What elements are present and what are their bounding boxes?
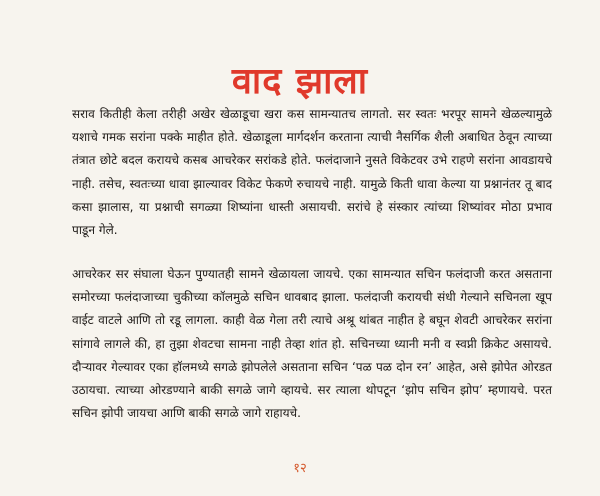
paragraph-1: सराव कितीही केला तरीही अखेर खेळाडूचा खरा कस सामन्यातच लागतो. सर स्वतः भरपूर सामने खेळल्यामुळे यशाचे गमक सरांना पक्के माहीत होते. खेळाडूला मार्गदर्शन करताना त्याची नैसर्गिक शैली अबाधित ठेवून त्याच्या तंत्रात छोटे बदल करायचे कसब आचरेकर सरांकडे होते. फलंदाजाने नुसते विकेटवर उभे राहणे सरांना आवडायचे नाही. तसेच, स्वतःच्या धावा झाल्यावर विकेट फेकणे रुचायचे नाही. यामुळे किती धावा केल्या या प्रश्नानंतर तू बाद कसा झालास, या प्रश्नाची सगळ्या शिष्यांना धास्ती असायची. सरांचे हे संस्कार त्यांच्या शिष्यांवर मोठा प्रभाव पाडून गेले. [72, 107, 552, 238]
paragraph-2: आचरेकर सर संघाला घेऊन पुण्यातही सामने खेळायला जायचे. एका सामन्यात सचिन फलंदाजी करत असताना समोरच्या फलंदाजाच्या चुकीच्या कॉलमुळे सचिन धावबाद झाला. फलंदाजी करायची संधी गेल्याने सचिनला खूप वाईट वाटले आणि तो रडू लागला. काही वेळ गेला तरी त्याचे अश्रू थांबत नाहीत हे बघून शेवटी आचरेकर सरांना सांगावे लागले की, हा तुझा शेवटचा सामना नाही तेव्हा शांत हो. सचिनच्या ध्यानी मनी व स्वप्नी क्रिकेट असायचे. दौऱ्यावर गेल्यावर एका हॉलमध्ये सगळे झोपलेले असताना सचिन ‘पळ पळ दोन रन’ आहेत, असे झोपेत ओरडत उठायचा. त्याच्या ओरडण्याने बाकी सगळे जागे व्हायचे. सर त्याला थोपटून ‘झोप सचिन झोप’ म्हणायचे. परत सचिन झोपी जायचा आणि बाकी सगळे जागे राहायचे. [72, 267, 552, 421]
page-number: १२ [293, 461, 307, 476]
page-title: वाद झाला [231, 61, 369, 103]
